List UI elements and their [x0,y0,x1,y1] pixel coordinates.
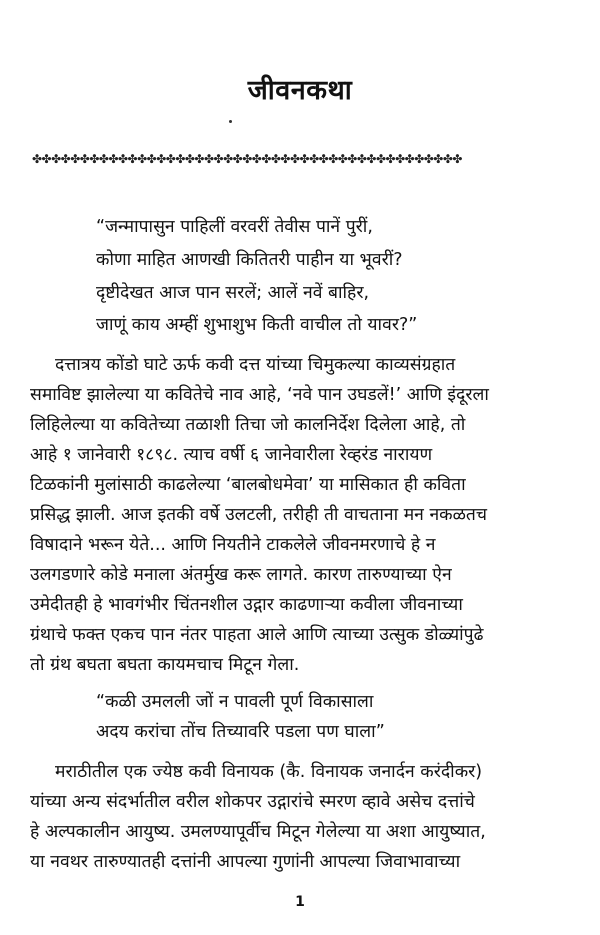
paragraph-line: उमेदीतही हे भावगंभीर चिंतनशील उद्गार काढणाऱ्या कवीला जीवनाच्या [30,595,463,615]
poem-line: “कळी उमलली जों न पावली पूर्ण विकासाला [96,692,374,712]
poem-line: “जन्मापासुन पाहिलीं वरवरीं तेवीस पानें पुरीं, [96,217,373,237]
paragraph-line: हे अल्पकालीन आयुष्य. उमलण्यापूर्वीच मिटून गेलेल्या या अशा आयुष्यात, [30,822,486,842]
paragraph-line: ग्रंथाचे फक्त एकच पान नंतर पाहता आले आणि त्याच्या उत्सुक डोळ्यांपुढे [30,625,484,645]
ink-speck [229,120,232,123]
paragraph-line: दत्तात्रय कोंडो घाटे ऊर्फ कवी दत्त यांच्या चिमुकल्या काव्यसंग्रहात [55,355,456,375]
paragraph-line: यांच्या अन्य संदर्भातील वरील शोकपर उद्गारांचे स्मरण व्हावे असेच दत्तांचे [30,792,475,812]
poem-line: अदय करांचा तोंच तिच्यावरि पडला पण घाला” [96,722,385,742]
ornamental-divider: ✤✤✤✤✤✤✤✤✤✤✤✤✤✤✤✤✤✤✤✤✤✤✤✤✤✤✤✤✤✤✤✤✤✤✤✤✤✤✤✤✤✤✤✤✤ [32,152,462,166]
poem-line: दृष्टीदेखत आज पान सरलें; आलें नवें बाहिर, [96,283,370,303]
paragraph-line: टिळकांनी मुलांसाठी काढलेल्या ‘बालबोधमेवा’ या मासिकात ही कविता [30,475,466,495]
paragraph-line: मराठीतील एक ज्येष्ठ कवी विनायक (कै. विनायक जनार्दन करंदीकर) [55,762,483,782]
paragraph-line: प्रसिद्ध झाली. आज इतकी वर्षे उलटली, तरीही ती वाचताना मन नकळतच [30,505,487,525]
chapter-title: जीवनकथा [247,75,353,106]
paragraph-line: आहे १ जानेवारी १८९८. त्याच वर्षी ६ जानेवारीला रेव्हरंड नारायण [30,445,433,465]
paragraph-line: उलगडणारे कोडे मनाला अंतर्मुख करू लागते. कारण तारुण्याच्या ऐन [30,565,452,585]
paragraph-line: या नवथर तारुण्यातही दत्तांनी आपल्या गुणांनी आपल्या जिवाभावाच्या [30,852,461,872]
paragraph-line: लिहिलेल्या या कवितेच्या तळाशी तिचा जो कालनिर्देश दिलेला आहे, तो [30,415,466,435]
poem-line: कोणा माहित आणखी कितितरी पाहीन या भूवरीं? [96,250,403,270]
paragraph-line: तो ग्रंथ बघता बघता कायमचाच मिटून गेला. [30,655,300,675]
poem-line: जाणूं काय अम्हीं शुभाशुभ किती वाचील तो यावर?” [96,315,418,335]
paragraph-line: समाविष्ट झालेल्या या कवितेचे नाव आहे, ‘नवे पान उघडलें!’ आणि इंदूरला [30,385,489,405]
page-number: 1 [295,894,305,910]
paragraph-line: विषादाने भरून येते... आणि नियतीने टाकलेले जीवनमरणाचे हे न [30,535,436,555]
